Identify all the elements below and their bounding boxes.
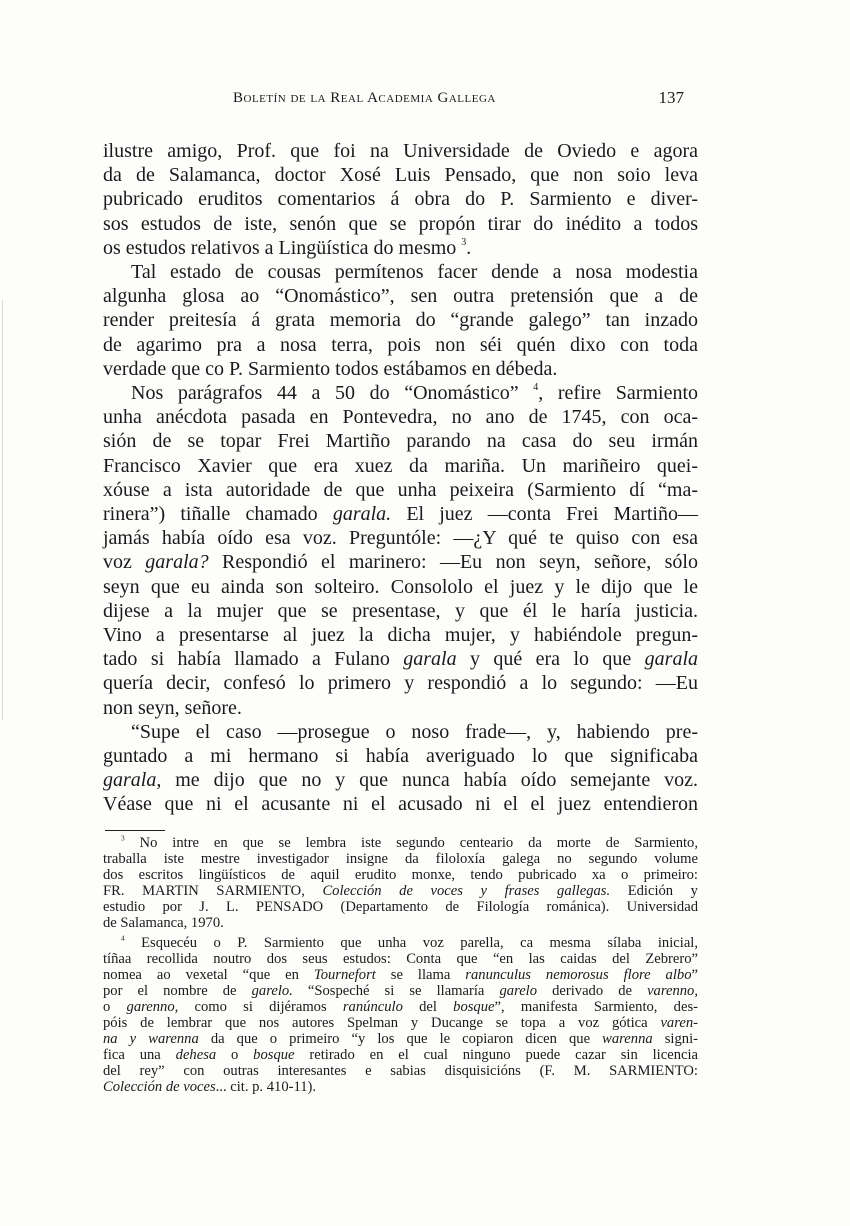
italic-run: Tournefort: [313, 967, 376, 984]
text-run: ... cit. p. 410-11).: [215, 1078, 317, 1095]
text-run: algunha glosa ao “Onomástico”, sen outra pretensión que a de: [103, 285, 698, 308]
running-title: Boletín de la Real Academia Gallega: [233, 90, 496, 106]
scan-edge-artifact: [2, 300, 3, 720]
text-run: No intre en que se lembra iste segundo centeario da morte de Sarmiento,: [124, 835, 698, 851]
text-run: pubricado eruditos comentarios á obra do P. Sarmiento e diver-: [103, 188, 698, 211]
footnote-line: [103, 1048, 698, 1064]
italic-run: garelo.: [251, 983, 293, 1000]
footnote-line: [103, 1064, 698, 1080]
text-run: sos estudos de iste, senón que se propón tirar do inédito a todos: [103, 212, 698, 235]
text-run: unha anécdota pasada en Pontevedra, no ano de 1745, con oca-: [103, 406, 698, 429]
text-run: Nos parágrafos 44 a 50 do “Onomástico”: [131, 382, 534, 405]
text-run: os estudos relativos a Lingüística do mesmo: [103, 236, 462, 259]
paragraph: [103, 720, 698, 817]
footnote-line: [103, 1032, 698, 1048]
italic-run: garala: [644, 648, 698, 671]
italic-run: garelo: [499, 983, 538, 1000]
text-line: [103, 575, 698, 599]
text-line: [103, 526, 698, 550]
text-line: [103, 502, 698, 526]
text-run: o: [103, 999, 127, 1016]
text-run: se llama: [375, 967, 466, 984]
text-run: .: [466, 236, 472, 259]
italic-run: na y warenna: [103, 1030, 199, 1047]
text-line: [103, 333, 698, 357]
page-number: 137: [658, 88, 684, 107]
text-line: [103, 212, 698, 236]
italic-run: varenno,: [647, 983, 698, 1000]
text-line: [103, 720, 698, 744]
text-line: [103, 454, 698, 478]
text-run: de Salamanca, 1970.: [103, 914, 224, 931]
text-run: ilustre amigo, Prof. que foi na Universidade de Oviedo e agora: [103, 140, 698, 162]
text-run: render preitesía á grata memoria do “grande galego” tan inzado: [103, 309, 698, 332]
text-run: FR. MARTIN SARMIENTO,: [103, 882, 323, 899]
paragraph: [103, 381, 698, 720]
text-run: quería decir, confesó lo primero y respondió a lo segundo: —Eu: [103, 672, 698, 695]
italic-run: dehesa: [175, 1046, 217, 1063]
text-run: Francisco Xavier que era xuez da mariña. Un mariñeiro quei-: [103, 454, 698, 477]
footnote-reference: 3: [461, 236, 467, 248]
footnote-line: [103, 900, 698, 916]
italic-run: varen-: [660, 1014, 698, 1031]
text-line: [103, 478, 698, 502]
italic-run: Colección de voces y frases gallegas.: [322, 882, 611, 899]
text-line: [103, 139, 698, 163]
text-run: El juez —conta Frei Martiño—: [391, 503, 698, 526]
text-run: fica una: [103, 1046, 176, 1063]
footnote-reference: 4: [533, 382, 539, 394]
italic-run: ranúnculo: [342, 999, 403, 1016]
text-run: retirado en el cual ninguno puede cazar sin licencia: [294, 1046, 698, 1063]
footnote-line: [103, 1080, 698, 1096]
text-run: “Supe el caso —prosegue o noso frade—, y, habiendo pre-: [131, 720, 698, 743]
text-run: , refire Sarmiento: [538, 382, 699, 405]
text-line: [103, 429, 698, 453]
text-line: [103, 744, 698, 768]
footnotes: [103, 833, 698, 1101]
text-run: o: [216, 1046, 254, 1063]
text-run: del rey” con outras interesantes e sabias disquisicións (F. M. SARMIENTO:: [103, 1062, 698, 1079]
footnote-line: [103, 984, 698, 1000]
text-run: tíñaa recollida noutro dos seus estudos: Conta que “en las caidas del Zebrero”: [103, 951, 698, 968]
italic-run: garenno,: [126, 999, 179, 1016]
footnote-line: [103, 952, 698, 968]
footnote-line: [103, 1000, 698, 1016]
running-header: [103, 90, 698, 112]
text-run: xóuse a ista autoridade de que unha peixeira (Sarmiento dí “ma-: [103, 478, 698, 501]
italic-run: ranunculus nemorosus flore albo: [465, 967, 692, 984]
footnote-line: [103, 968, 698, 984]
text-line: [103, 163, 698, 187]
italic-run: garala?: [145, 551, 209, 574]
text-line: [103, 792, 698, 816]
text-run: rinera”) tiñalle chamado: [103, 503, 333, 526]
text-line: [103, 671, 698, 695]
text-run: sión de se topar Frei Martiño parando na casa do seu irmán: [103, 430, 698, 453]
italic-run: Colección de voces: [103, 1078, 216, 1095]
text-run: da que o primeiro “y los que le copiaron dicen que: [198, 1030, 603, 1047]
text-line: [103, 623, 698, 647]
text-run: por el nombre de: [103, 983, 252, 1000]
text-run: ”, manifesta Sarmiento, des-: [494, 999, 698, 1016]
text-line: [103, 236, 698, 260]
footnote-line: [103, 884, 698, 900]
text-line: [103, 550, 698, 574]
footnote-line: [103, 1016, 698, 1032]
text-run: nomea ao vexetal “que en: [103, 967, 314, 984]
footnote-line: [103, 852, 698, 868]
text-line: [103, 381, 698, 405]
footnote: [103, 833, 698, 931]
paragraph: [103, 139, 698, 260]
text-run: dos escritos lingüísticos de aquil erudito monxe, tendo pubricado xa o primeiro:: [103, 866, 698, 883]
text-run: seyn que eu ainda son solteiro. Consololo el juez y le dijo que le: [103, 575, 698, 598]
footnote-divider: [105, 830, 165, 831]
text-run: de agarimo pra a nosa terra, pois non séi quén dixo con toda: [103, 333, 698, 356]
text-run: traballa iste mestre investigador insigne da filoloxía galega no segundo volume: [103, 850, 698, 867]
text-run: Edición y: [610, 882, 698, 899]
text-run: voz: [103, 551, 146, 574]
text-line: [103, 647, 698, 671]
text-run: me dijo que no y que nunca había oído semejante voz.: [161, 769, 698, 792]
footnote-reference: 3: [121, 833, 125, 843]
text-run: y qué era lo que: [456, 648, 645, 671]
text-line: [103, 284, 698, 308]
text-run: Respondió el marinero: —Eu non seyn, señore, sólo: [208, 551, 698, 574]
text-run: guntado a mi hermano si había averiguado lo que significaba: [103, 745, 698, 768]
text-run: tado si había llamado a Fulano: [103, 648, 404, 671]
footnote-line: [103, 916, 698, 932]
text-run: jamás había oído esa voz. Preguntóle: —¿Y qué te quiso con esa: [103, 527, 698, 550]
text-run: como si dijéramos: [178, 999, 343, 1016]
text-run: del: [402, 999, 454, 1016]
text-line: [103, 696, 698, 720]
text-line: [103, 308, 698, 332]
text-run: derivado de: [537, 983, 648, 1000]
text-line: [103, 768, 698, 792]
footnote-line: [103, 868, 698, 884]
italic-run: bosque: [253, 1046, 295, 1063]
text-run: signi-: [652, 1030, 698, 1047]
italic-run: bosque: [453, 999, 495, 1016]
footnote: [103, 933, 698, 1095]
text-line: [103, 187, 698, 211]
body-text: [103, 139, 698, 817]
footnote-line: [103, 833, 698, 852]
text-run: póis de lembrar que nos autores Spelman y Ducange se topa a voz gótica: [103, 1014, 661, 1031]
text-line: [103, 405, 698, 429]
text-run: “Sospeché si se llamaría: [292, 983, 500, 1000]
italic-run: garala.: [332, 503, 392, 526]
text-run: Vino a presentarse al juez la dicha mujer, y habiéndole pregun-: [103, 624, 698, 647]
paragraph: [103, 260, 698, 381]
text-line: [103, 260, 698, 284]
text-line: [103, 599, 698, 623]
italic-run: garala: [403, 648, 457, 671]
text-run: Tal estado de cousas permítenos facer dende a nosa modestia: [131, 261, 698, 284]
text-run: estudio por J. L. PENSADO (Departamento de Filología románica). Universidad: [103, 898, 698, 915]
text-run: Véase que ni el acusante ni el acusado ni el el juez entendieron: [103, 793, 698, 816]
italic-run: garala,: [103, 769, 162, 792]
text-run: Esquecéu o P. Sarmiento que unha voz parella, ca mesma sílaba inicial,: [124, 935, 698, 952]
text-run: non seyn, señore.: [103, 696, 242, 719]
footnote-reference: 4: [121, 933, 125, 943]
text-run: verdade que co P. Sarmiento todos estábamos en débeda.: [103, 357, 558, 380]
text-run: dijese a la mujer que se presentase, y que él le haría justicia.: [103, 599, 698, 622]
footnote-line: [103, 933, 698, 952]
italic-run: warenna: [602, 1030, 653, 1047]
text-run: da de Salamanca, doctor Xosé Luis Pensado, que non soio leva: [103, 164, 698, 187]
text-run: ”: [691, 967, 698, 984]
text-line: [103, 357, 698, 381]
